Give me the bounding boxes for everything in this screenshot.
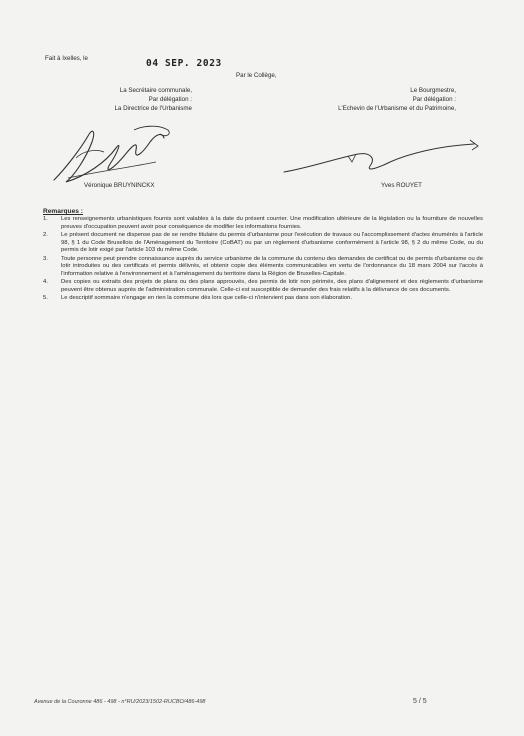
footer-address: Avenue de la Couronne 486 - 498 - n°RU/2023/1502-RUCBO/486-498: [34, 699, 206, 705]
left-signatory-name: Véronique BRUYNINCKX: [84, 182, 155, 189]
remarks-title: Remarques :: [43, 208, 83, 215]
remark-number: 3.: [43, 255, 48, 262]
remark-number: 4.: [43, 279, 48, 285]
college-line: Par le Collège,: [236, 72, 277, 79]
remark-number: 2.: [43, 232, 48, 238]
right-signatory-block: [286, 86, 456, 113]
remark-text: Le descriptif sommaire n'engage en rien la commune dès lors que celle-ci n'intervient pas dans son élaboration.: [61, 295, 353, 301]
remark-text: Des copies ou extraits des projets de plans ou des plans approuvés, des permis de lotir non périmés, des plans d'alignement et des règlements d'urbanisme peuvent être obtenus auprès de l'administration communale. Celle-ci est susceptible de demander des frais relatifs à la délivrance de ces documents.: [61, 279, 483, 293]
remark-number: 1.: [43, 216, 48, 222]
right-role: L'Echevin de l'Urbanisme et du Patrimoine,: [338, 105, 456, 112]
remark-item: [43, 216, 483, 231]
remark-item: [43, 232, 483, 255]
remark-text: Le présent document ne dispense pas de se rendre titulaire du permis d'urbanisme pour l'exécution de travaux ou l'accomplissement d'actes énumérés à l'article 98, § 1 du Code Bruxellois de l'Aménagement du Territoire (CoBAT) ou par un règlement d'urbanisme conformément à l'article 98, § 2 du même Code, ou du permis de lotir exigé par l'article 103 du même Code.: [61, 232, 483, 253]
left-signatory-block: [52, 86, 192, 113]
left-delegation: Par délégation :: [148, 96, 192, 103]
right-delegation: Par délégation :: [412, 96, 456, 103]
remark-text: Toute personne peut prendre connaissance auprès du service urbanisme de la commune du contenu des demandes de certificat ou de permis d'urbanisme ou de lotir introduites ou des certificats et permis délivrés, et obtenir copie des éléments communicables en vertu de l'ordonnance du 18 mars 2004 sur l'accès à l'information relative à l'environnement et à l'aménagement du territoire dans la Région de Bruxelles-Capitale.: [61, 255, 483, 277]
right-signatory-name: Yves ROUYET: [381, 182, 422, 189]
remark-number: 5.: [43, 295, 48, 301]
right-title: Le Bourgmestre,: [410, 87, 456, 94]
left-signature: [46, 118, 186, 190]
page-number: 5 / 5: [413, 698, 427, 705]
remark-item: [43, 279, 483, 294]
left-role: La Directrice de l'Urbanisme: [114, 105, 192, 112]
right-signature: [278, 136, 488, 186]
remark-item: [43, 295, 483, 303]
left-title: La Secrétaire communale,: [119, 87, 192, 94]
remark-item: [43, 256, 483, 279]
remarks-section: [43, 208, 483, 304]
date-stamp: 04 SEP. 2023: [146, 58, 222, 69]
remark-text: Les renseignements urbanistiques fournis sont valables à la date du présent courrier. Une modification ultérieure de la législation ou la fourniture de nouvelles preuves d'occupation peuvent avoir pour conséquence de modifier les informations fournies.: [61, 216, 483, 230]
place-line: Fait à Ixelles, le: [45, 55, 88, 62]
